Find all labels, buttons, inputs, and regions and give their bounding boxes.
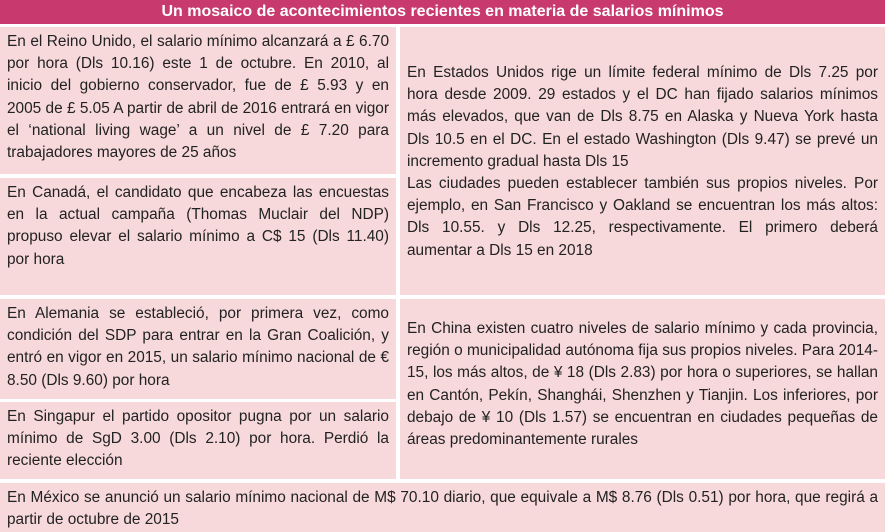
cell-estados-unidos <box>400 27 885 295</box>
text-mexico: En México se anunció un salario mínimo nacional de M$ 70.10 diario, que equivale a M$ 8.76 (Dls 0.51) por hora, que regirá a partir de octubre de 2015 <box>7 489 878 529</box>
text-canada: En Canadá, el candidato que encabeza las encuestas en la actual campaña (Thomas Muclair del NDP) propuso elevar el salario mínimo a C$ 15 (Dls 11.40) por hora <box>7 184 389 268</box>
text-reino-unido: En el Reino Unido, el salario mínimo alcanzará a £ 6.70 por hora (Dls 10.16) este 1 de octubre. En 2010, al inicio del gobierno conservador, fue de £ 5.93 y en 2005 de £ 5.05 A partir de abril de 2016 entrará en vigor el ‘national living wage’ a un nivel de £ 7.20 para trabajadores mayores de 25 años <box>7 33 389 162</box>
text-estados-unidos-federal: En Estados Unidos rige un límite federal mínimo de Dls 7.25 por hora desde 2009. 29 estados y el DC han fijado salarios mínimos más elevados, que van de Dls 8.75 en Alaska y Nueva York hasta Dls 10.5 en el DC. En el estado Washington (Dls 9.47) se prevé un incremento gradual hasta Dls 15 <box>407 64 878 170</box>
text-estados-unidos-ciudades: Las ciudades pueden establecer también sus propios niveles. Por ejemplo, en San Francisco y Oakland se encuentran los más altos: Dls 10.55. y Dls 12.25, respectivamente. El primero deberá aumentar a Dls 15 en 2018 <box>407 175 878 259</box>
cell-reino-unido <box>0 27 396 174</box>
cell-china <box>400 299 885 479</box>
cell-mexico <box>0 483 885 532</box>
table-title: Un mosaico de acontecimientos recientes en materia de salarios mínimos <box>0 0 885 24</box>
cell-singapur <box>0 402 396 479</box>
text-china: En China existen cuatro niveles de salario mínimo y cada provincia, región o municipalidad autónoma fija sus propios niveles. Para 2014-15, los más altos, de ¥ 18 (Dls 2.83) por hora o superiores, se hallan en Cantón, Pekín, Shanghái, Shenzhen y Tianjin. Los inferiores, por debajo de ¥ 10 (Dls 1.57) se encuentran en ciudades pequeñas de áreas predominantemente rurales <box>407 320 878 449</box>
text-singapur: En Singapur el partido opositor pugna por un salario mínimo de SgD 3.00 (Dls 2.10) por hora. Perdió la reciente elección <box>7 408 389 470</box>
cell-alemania <box>0 299 396 399</box>
text-alemania: En Alemania se estableció, por primera vez, como condición del SDP para entrar en la Gran Coalición, y entró en vigor en 2015, un salario mínimo nacional de € 8.50 (Dls 9.60) por hora <box>7 305 389 389</box>
cell-canada <box>0 178 396 295</box>
